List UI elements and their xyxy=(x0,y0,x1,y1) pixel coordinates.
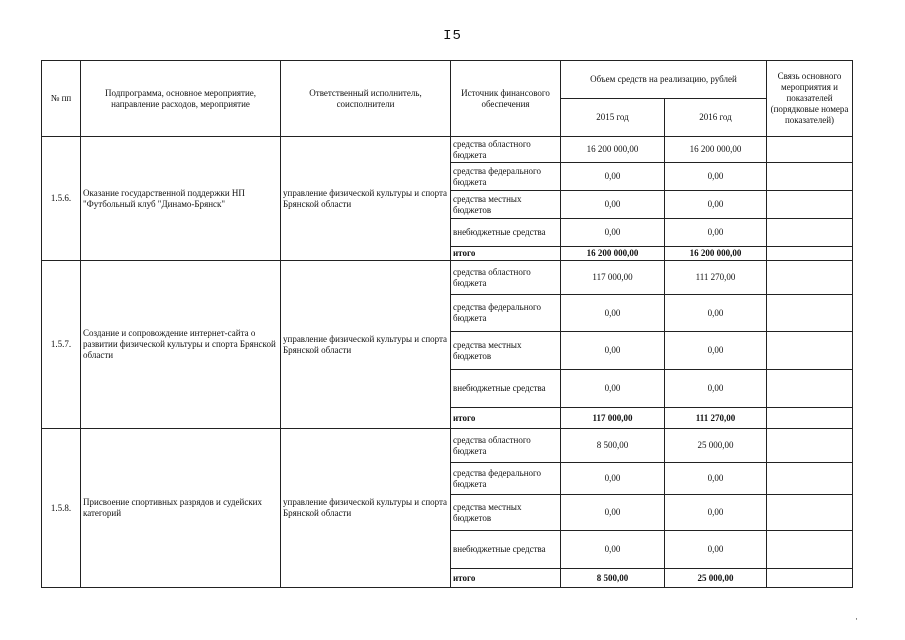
amount-2016: 25 000,00 xyxy=(665,429,767,463)
table-row xyxy=(42,429,853,463)
item-executor: управление физической культуры и спорта Брянской области xyxy=(281,429,451,588)
table-row xyxy=(42,261,853,295)
amount-2015: 0,00 xyxy=(561,495,665,531)
amount-2016: 0,00 xyxy=(665,495,767,531)
amount-2015: 0,00 xyxy=(561,332,665,370)
funding-source: итого xyxy=(451,408,561,429)
amount-2016: 111 270,00 xyxy=(665,408,767,429)
amount-2015: 8 500,00 xyxy=(561,569,665,588)
amount-2015: 16 200 000,00 xyxy=(561,247,665,261)
amount-2015: 0,00 xyxy=(561,219,665,247)
item-name: Создание и сопровождение интернет-сайта о развитии физической культуры и спорта Брянской области xyxy=(81,261,281,429)
amount-2016: 0,00 xyxy=(665,332,767,370)
amount-2016: 25 000,00 xyxy=(665,569,767,588)
header-link: Связь основного мероприятия и показателей (порядковые номера показателей) xyxy=(767,61,853,137)
item-name: Оказание государственной поддержки НП "Футбольный клуб "Динамо-Брянск" xyxy=(81,137,281,261)
item-number: 1.5.7. xyxy=(42,261,81,429)
indicator-link-cell xyxy=(767,569,853,588)
indicator-link-cell xyxy=(767,429,853,463)
funding-source: средства областного бюджета xyxy=(451,137,561,163)
indicator-link-cell xyxy=(767,247,853,261)
amount-2015: 0,00 xyxy=(561,191,665,219)
amount-2016: 0,00 xyxy=(665,463,767,495)
indicator-link-cell xyxy=(767,191,853,219)
funding-source: средства федерального бюджета xyxy=(451,463,561,495)
indicator-link-cell xyxy=(767,495,853,531)
indicator-link-cell xyxy=(767,295,853,332)
funding-source: итого xyxy=(451,247,561,261)
item-number: 1.5.6. xyxy=(42,137,81,261)
amount-2015: 0,00 xyxy=(561,370,665,408)
amount-2016: 0,00 xyxy=(665,295,767,332)
amount-2016: 0,00 xyxy=(665,163,767,191)
funding-source: средства областного бюджета xyxy=(451,429,561,463)
funding-source: итого xyxy=(451,569,561,588)
amount-2015: 16 200 000,00 xyxy=(561,137,665,163)
header-year-2015: 2015 год xyxy=(561,99,665,137)
indicator-link-cell xyxy=(767,463,853,495)
amount-2015: 0,00 xyxy=(561,295,665,332)
header-executor: Ответственный исполнитель, соисполнители xyxy=(281,61,451,137)
scan-mark: · xyxy=(855,614,858,624)
funding-source: средства местных бюджетов xyxy=(451,332,561,370)
funding-source: внебюджетные средства xyxy=(451,531,561,569)
header-num: № пп xyxy=(42,61,81,137)
amount-2015: 117 000,00 xyxy=(561,408,665,429)
funding-source: средства областного бюджета xyxy=(451,261,561,295)
amount-2015: 0,00 xyxy=(561,531,665,569)
amount-2016: 0,00 xyxy=(665,219,767,247)
indicator-link-cell xyxy=(767,163,853,191)
amount-2016: 16 200 000,00 xyxy=(665,137,767,163)
funding-source: внебюджетные средства xyxy=(451,370,561,408)
amount-2016: 0,00 xyxy=(665,370,767,408)
amount-2015: 8 500,00 xyxy=(561,429,665,463)
indicator-link-cell xyxy=(767,219,853,247)
item-number: 1.5.8. xyxy=(42,429,81,588)
header-year-2016: 2016 год xyxy=(665,99,767,137)
header-volume: Объем средств на реализацию, рублей xyxy=(561,61,767,99)
table-body xyxy=(42,137,853,588)
item-executor: управление физической культуры и спорта Брянской области xyxy=(281,261,451,429)
header-name: Подпрограмма, основное мероприятие, направление расходов, мероприятие xyxy=(81,61,281,137)
table-row xyxy=(42,137,853,163)
amount-2016: 111 270,00 xyxy=(665,261,767,295)
indicator-link-cell xyxy=(767,332,853,370)
amount-2015: 0,00 xyxy=(561,163,665,191)
amount-2015: 0,00 xyxy=(561,463,665,495)
amount-2016: 0,00 xyxy=(665,531,767,569)
funding-source: средства местных бюджетов xyxy=(451,191,561,219)
financing-table xyxy=(41,60,853,588)
header-source: Источник финансового обеспечения xyxy=(451,61,561,137)
indicator-link-cell xyxy=(767,408,853,429)
indicator-link-cell xyxy=(767,261,853,295)
indicator-link-cell xyxy=(767,137,853,163)
funding-source: внебюджетные средства xyxy=(451,219,561,247)
funding-source: средства федерального бюджета xyxy=(451,163,561,191)
indicator-link-cell xyxy=(767,370,853,408)
funding-source: средства федерального бюджета xyxy=(451,295,561,332)
indicator-link-cell xyxy=(767,531,853,569)
page-number: I5 xyxy=(443,28,462,44)
amount-2016: 0,00 xyxy=(665,191,767,219)
funding-source: средства местных бюджетов xyxy=(451,495,561,531)
item-name: Присвоение спортивных разрядов и судейских категорий xyxy=(81,429,281,588)
amount-2015: 117 000,00 xyxy=(561,261,665,295)
amount-2016: 16 200 000,00 xyxy=(665,247,767,261)
item-executor: управление физической культуры и спорта Брянской области xyxy=(281,137,451,261)
